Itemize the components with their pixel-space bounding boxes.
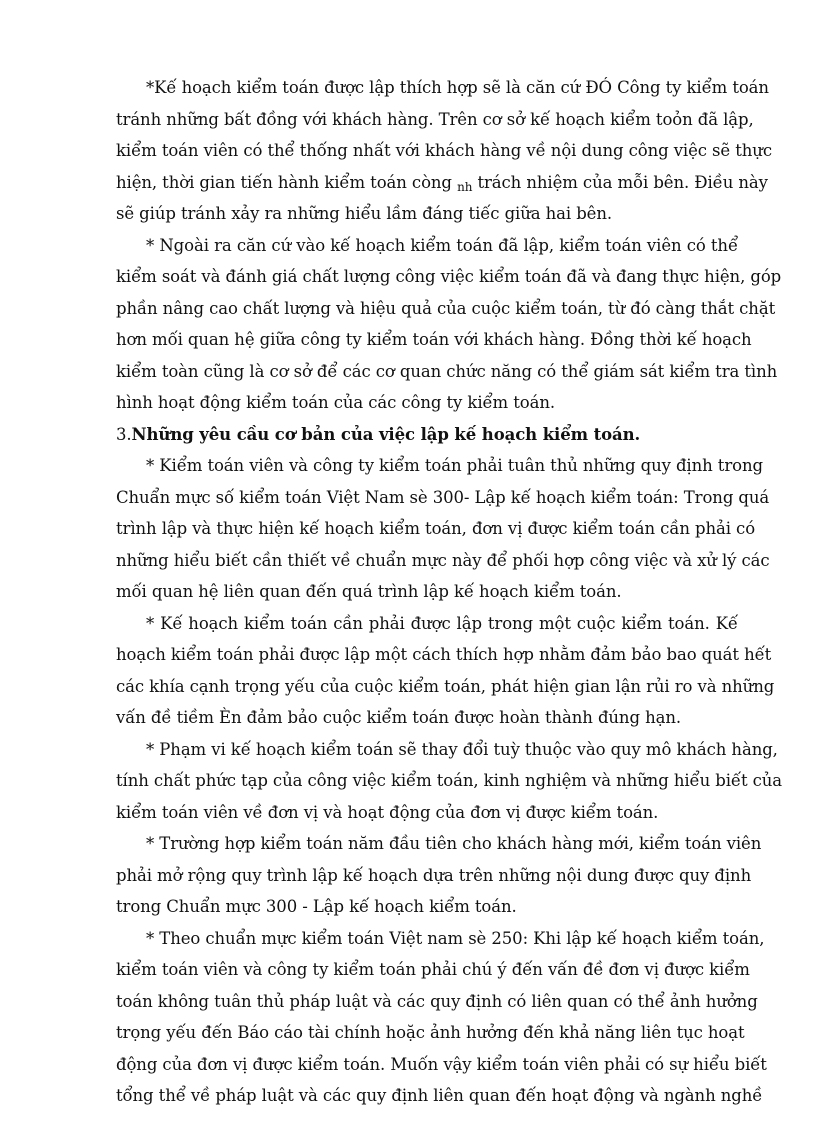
section-title: Những yêu cầu cơ bản của việc lập kế hoạch kiểm toán.: [131, 424, 641, 444]
text-line: * Phạm vi kế hoạch kiểm toán sẽ thay đổi tuỳ thuộc vào quy mô khách hàng,: [146, 739, 778, 759]
text-line: kiểm toán viên về đơn vị và hoạt động của đơn vị được kiểm toán.: [116, 802, 659, 822]
text-line: hơn mối quan hệ giữa công ty kiểm toán với khách hàng. Đồng thời kế hoạch: [116, 330, 752, 349]
text-line: những hiểu biết cần thiết về chuẩn mực này để phối hợp công việc và xử lý các: [116, 550, 770, 570]
text-line: mối quan hệ liên quan đến quá trình lập kế hoạch kiểm toán.: [116, 582, 622, 601]
text-line: kiểm toán viên có thể thống nhất với khách hàng về nội dung công việc sẽ thực: [116, 141, 772, 160]
text-line: trình lập và thực hiện kế hoạch kiểm toán, đơn vị được kiểm toán cần phải có: [116, 519, 756, 538]
text-line: kiểm toán viên và công ty kiểm toán phải chú ý đến vấn đề đơn vị được kiểm: [116, 960, 750, 979]
text-line: * Kiểm toán viên và công ty kiểm toán phải tuân thủ những quy định trong: [146, 456, 763, 475]
text-line: kiểm soát và đánh giá chất lượng công việc kiểm toán đã và đang thực hiện, góp: [116, 267, 782, 286]
text-line: tính chất phức tạp của công việc kiểm toán, kinh nghiệm và những hiểu biết của: [116, 771, 783, 790]
text-line: * Ngoài ra căn cứ vào kế hoạch kiểm toán đã lập, kiểm toán viên có thể: [146, 235, 738, 255]
text-line: tránh những bất đồng với khách hàng. Trên cơ sở kế hoạch kiểm toỏn đã lập,: [116, 109, 754, 129]
paragraph: [116, 608, 775, 734]
body-text: [116, 72, 783, 1112]
text-line: * Trường hợp kiểm toán năm đầu tiên cho khách hàng mới, kiểm toán viên: [146, 834, 762, 853]
text-line: Chuẩn mực số kiểm toán Việt Nam sè 300- Lập kế hoạch kiểm toán: Trong quá: [116, 487, 770, 507]
subscript-run: nh: [457, 179, 473, 194]
section-heading: [116, 419, 738, 451]
text-line: tổng thể về pháp luật và các quy định liên quan đến hoạt động và ngành nghề: [116, 1086, 763, 1105]
text-line: toán không tuân thủ pháp luật và các quy định có liên quan có thể ảnh hưởng: [116, 991, 758, 1011]
text-line: *Kế hoạch kiểm toán được lập thích hợp sẽ là căn cứ ĐÓ Công ty kiểm toán: [146, 78, 769, 97]
text-line: * Theo chuẩn mực kiểm toán Việt nam sè 250: Khi lập kế hoạch kiểm toán,: [146, 928, 765, 948]
text-line: hình hoạt động kiểm toán của các công ty kiểm toán.: [116, 393, 556, 412]
paragraph: [116, 72, 772, 230]
text-line: hoạch kiểm toán phải được lập một cách thích hợp nhằm đảm bảo bao quát hết: [116, 645, 772, 664]
text-line: phần nâng cao chất lượng và hiệu quả của cuộc kiểm toán, từ đó càng thắt chặt: [116, 298, 776, 318]
text-line: trọng yếu đến Báo cáo tài chính hoặc ảnh hưởng đến khả năng liên tục hoạt: [116, 1023, 745, 1042]
text-line: động của đơn vị được kiểm toán. Muốn vậy kiểm toán viên phải có sự hiểu biết: [116, 1054, 767, 1074]
paragraph: [116, 230, 782, 419]
text-line: phải mở rộng quy trình lập kế hoạch dựa trên những nội dung được quy định: [116, 865, 752, 885]
text-line: các khía cạnh trọng yếu của cuộc kiểm toán, phát hiện gian lận rủi ro và những: [116, 676, 775, 696]
text-run: hiện, thời gian tiến hành kiểm toán còng: [116, 172, 452, 192]
text-line: [116, 167, 768, 199]
paragraph: [116, 450, 770, 608]
paragraph: [116, 734, 783, 829]
text-line: kiểm toàn cũng là cơ sở để các cơ quan chức năng có thể giám sát kiểm tra tình: [116, 361, 778, 381]
paragraph: [116, 923, 767, 1112]
text-line: * Kế hoạch kiểm toán cần phải được lập trong một cuộc kiểm toán. Kế: [146, 613, 738, 633]
text-line: vấn đề tiềm Èn đảm bảo cuộc kiểm toán được hoàn thành đúng hạn.: [116, 708, 682, 727]
text-run: trách nhiệm của mỗi bên. Điều này: [472, 172, 768, 192]
paragraph: [116, 828, 762, 923]
text-line: sẽ giúp tránh xảy ra những hiểu lầm đáng tiếc giữa hai bên.: [116, 204, 613, 223]
section-number: 3.: [116, 424, 132, 444]
text-line: trong Chuẩn mực 300 - Lập kế hoạch kiểm toán.: [116, 897, 517, 916]
